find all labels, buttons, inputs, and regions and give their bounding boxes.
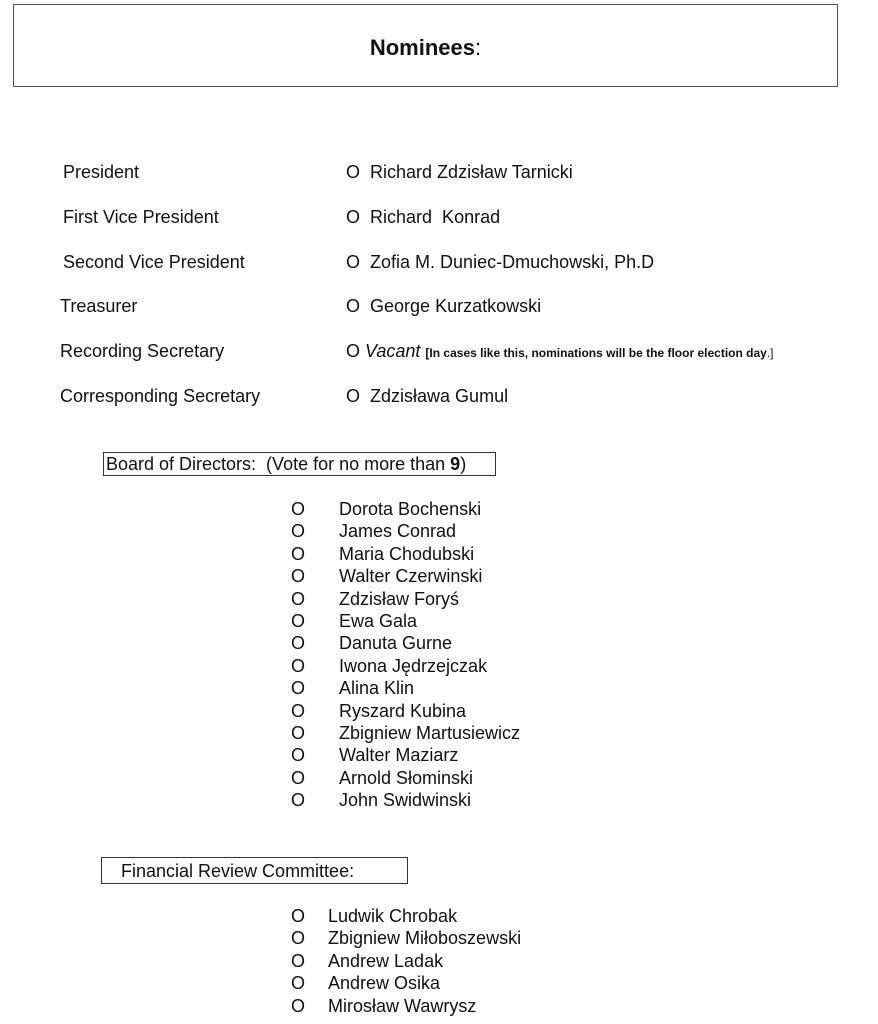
ballot-circle: O: [291, 521, 306, 542]
financial-nominee-list: [291, 905, 691, 1017]
nominee-item[interactable]: [291, 677, 691, 699]
ballot-circle: O: [346, 252, 361, 272]
ballot-circle: O: [291, 973, 306, 994]
ballot-circle: O: [291, 700, 306, 721]
vacant-label: Vacant: [365, 341, 421, 361]
office-label: Corresponding Secretary: [60, 386, 261, 406]
ballot-circle: O: [291, 655, 306, 676]
ballot-circle: O: [291, 610, 306, 631]
officer-nominee[interactable]: [346, 250, 654, 274]
nominee-item[interactable]: [291, 498, 691, 520]
ballot-circle: O: [291, 678, 306, 699]
ballot-circle: O: [346, 162, 361, 182]
nominee-name: Zbigniew Martusiewicz: [339, 722, 521, 743]
title-text: Nominees: [369, 35, 476, 60]
nominee-name: Walter Maziarz: [339, 745, 459, 766]
nominee-name: George Kurzatkowski: [370, 296, 542, 316]
nominee-name: Zofia M. Duniec-Dmuchowski, Ph.D: [370, 252, 655, 272]
page-title: [14, 35, 837, 61]
nominee-name: Walter Czerwinski: [339, 566, 483, 587]
nominee-item[interactable]: [291, 632, 691, 654]
office-label: Recording Secretary: [60, 341, 225, 361]
ballot-circle: O: [346, 341, 361, 361]
ballot-circle: O: [291, 928, 306, 949]
office-label: Treasurer: [60, 296, 138, 316]
nominee-name: Alina Klin: [339, 678, 415, 699]
nominee-name: John Swidwinski: [339, 790, 472, 811]
ballot-circle: O: [346, 296, 361, 316]
ballot-circle: O: [346, 207, 361, 227]
office-label: First Vice President: [63, 207, 219, 227]
ballot-circle: O: [291, 588, 306, 609]
nominee-item[interactable]: [291, 995, 691, 1017]
officer-nominee[interactable]: [346, 384, 508, 408]
ballot-circle: O: [291, 633, 306, 654]
vacancy-note: [In cases like this, nominations will be the floor election day: [425, 346, 767, 360]
officer-nominee[interactable]: [346, 205, 500, 229]
board-heading-text: Board of Directors: (Vote for no more than: [106, 454, 451, 474]
nominee-item[interactable]: [291, 722, 691, 744]
vacancy-note-end: .]: [766, 346, 774, 360]
nominee-name: Dorota Bochenski: [339, 499, 482, 519]
nominee-name: Maria Chodubski: [339, 543, 475, 564]
officer-nominee[interactable]: [346, 294, 541, 318]
nominee-name: Danuta Gurne: [339, 633, 453, 654]
nominee-item[interactable]: [291, 610, 691, 632]
nominee-item[interactable]: [291, 927, 691, 949]
nominee-name: Andrew Ladak: [328, 950, 444, 971]
nominee-name: Richard Konrad: [370, 207, 501, 227]
title-colon: :: [475, 35, 482, 60]
ballot-circle: O: [291, 566, 306, 587]
nominee-item[interactable]: [291, 700, 691, 722]
ballot-circle: O: [291, 722, 306, 743]
header-box: [13, 4, 838, 87]
ballot-circle: O: [291, 950, 306, 971]
nominee-name: Zdzisław Foryś: [339, 588, 460, 609]
nominee-item[interactable]: [291, 543, 691, 565]
nominee-item[interactable]: [291, 789, 691, 811]
nominee-item[interactable]: [291, 744, 691, 766]
ballot-circle: O: [291, 995, 306, 1016]
nominee-item[interactable]: [291, 520, 691, 542]
nominee-item[interactable]: [291, 972, 691, 994]
nominee-name: Mirosław Wawrysz: [328, 995, 477, 1016]
nominee-name: Ryszard Kubina: [339, 700, 467, 721]
officer-nominee[interactable]: [346, 160, 573, 184]
nominee-name: Zdzisława Gumul: [370, 386, 509, 406]
board-heading-end: ): [460, 454, 467, 474]
nominee-name: Iwona Jędrzejczak: [339, 655, 488, 676]
board-nominee-list: [291, 498, 691, 811]
ballot-circle: O: [291, 543, 306, 564]
financial-heading: Financial Review Committee:: [101, 857, 408, 884]
officer-nominee[interactable]: [346, 339, 774, 365]
ballot-circle: O: [291, 745, 306, 766]
ballot-circle: O: [291, 767, 306, 788]
nominee-name: Zbigniew Miłoboszewski: [328, 928, 522, 949]
nominee-item[interactable]: [291, 565, 691, 587]
ballot-circle: O: [291, 906, 306, 926]
board-heading: [103, 452, 496, 476]
nominee-item[interactable]: [291, 655, 691, 677]
office-label: President: [63, 162, 140, 182]
nominee-item[interactable]: [291, 767, 691, 789]
nominee-item[interactable]: [291, 905, 691, 927]
board-vote-limit: 9: [450, 454, 461, 474]
nominee-item[interactable]: [291, 950, 691, 972]
nominee-name: Andrew Osika: [328, 973, 441, 994]
nominee-name: Ludwik Chrobak: [328, 906, 458, 926]
ballot-circle: O: [291, 790, 306, 811]
nominee-name: Richard Zdzisław Tarnicki: [370, 162, 573, 182]
nominee-name: Ewa Gala: [339, 610, 418, 631]
office-label: Second Vice President: [63, 252, 245, 272]
nominee-item[interactable]: [291, 588, 691, 610]
nominee-name: James Conrad: [339, 521, 457, 542]
nominee-name: Arnold Słominski: [339, 767, 474, 788]
ballot-circle: O: [346, 386, 361, 406]
ballot-circle: O: [291, 499, 306, 519]
